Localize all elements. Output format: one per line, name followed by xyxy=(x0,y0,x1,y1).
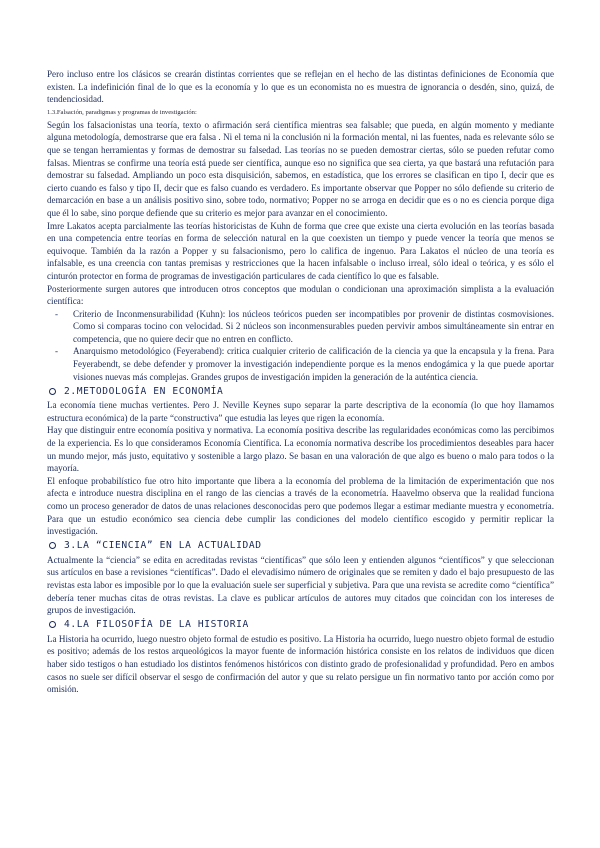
autores-paragraph: Posteriormente surgen autores que introducen otros conceptos que modulan o condicionan una aproximación simplista a la evaluación científica: xyxy=(47,283,554,307)
bullet-text: Criterio de Inconmensurabilidad (Kuhn): los núcleos teóricos pueden ser incompatibles por provenir de distintas cosmovisiones. Como si comparas tocino con velocidad. Si 2 núcleos son inconmensurables pueden pervivir ambos simultáneamente sin entrar en competencia, que no quiere decir que no entren en conflicto. xyxy=(73,308,554,344)
circle-bullet-icon xyxy=(49,621,56,628)
bullet-dash: - xyxy=(55,308,59,319)
circle-bullet-icon xyxy=(49,542,56,549)
falsacionismo-paragraph: Según los falsacionistas una teoría, texto o afirmación será científica mientras sea falsable; que pueda, en algún momento y mediante alguna metodología, demostrarse que era falsa . Ni el tema ni la conclusión ni la formación mental, ni las fuentes, nada es relevante sólo se que se tengan herramientas y formas de demostrar su falsedad. Las teorías no se pueden demostrar ciertas, sólo se pueden refutar como falsas. Mientras se confirme una teoría está puede ser científica, aunque eso no significa que sea cierta, ya que bastará una refutación para demostrar su falsedad. Ampliando un poco esta disquisición, sabemos, en estadística, que los errores se clasifican en tipo I, decir que es cierto cuando es falso y tipo II, decir que es falso cuando es verdadero. Es importante observar que Popper no sólo defiende su criterio de demarcación en base a un análisis positivo sino, sobre todo, normativo; Popper no se arroga en decidir que es o no es ciencia porque diga que él lo sabe, sino porque defiende que su criterio es mejor para avanzar en el conocimiento. xyxy=(47,119,554,218)
bullet-dash: - xyxy=(55,346,59,357)
s3-paragraph-1: Actualmente la “ciencia” se edita en acreditadas revistas “científicas” que sólo leen y entienden algunos “científicos” y que seleccionan sus artículos en base a revisiones “científicas”. Dado el elevadísimo número de originales que se remiten y dado el bajo presupuesto de las revistas esta labor es imposible por lo que la evaluación suele ser superficial y subjetiva. Para que una revista se acredite como “científica” debería tener muchas citas de otras revistas. La clave es publicar artículos de autores muy citados que coincidan con los intereses de grupos de investigación. xyxy=(47,554,554,616)
lakatos-paragraph: Imre Lakatos acepta parcialmente las teorías historicistas de Kuhn de forma que cree que existe una cierta evolución en las teorías basada en una competencia entre teorías en forma de selección natural en la que coexisten un tiempo y puede vencer la teoría que menos se equivoque. También da la razón a Popper y su falsacionismo, pero lo califica de ingenuo. Para Lakatos el núcleo de una teoría es infalsable, es una creencia con tantas premisas y restricciones que la hacen infalsable o incluso irreal, sólo ideal o teórica, y es sólo el cinturón protector en forma de programas de investigación particulares de cada científico lo que es falsable. xyxy=(47,220,554,281)
s4-paragraph-1: La Historia ha ocurrido, luego nuestro objeto formal de estudio es positivo. La Historia ha ocurrido, luego nuestro objeto formal de estudio es positivo; además de los restos arqueológicos la mayor fuente de información histórica consiste en los relatos de individuos que dicen haber sido testigos o han estudiado los distintos fenómenos históricos con distinto grado de profesionalidad y profundidad. Pero en ambos casos no suele ser difícil observar el sesgo de confirmación del autor y que su relato persigue un fin normativo tanto por acción como por omisión. xyxy=(47,633,554,695)
circle-bullet-icon xyxy=(49,388,56,395)
section-title: 2.METODOLOGÍA EN ECONOMÍA xyxy=(64,385,224,397)
section-heading-3 xyxy=(47,539,554,553)
intro-paragraph: Pero incluso entre los clásicos se crearán distintas corrientes que se reflejan en el hecho de las distintas definiciones de Economía que existen. La indefinición final de lo que es la economía y lo que es un economista no es muestra de ignorancia o desdén, sino, quizá, de tendenciosidad. xyxy=(47,69,554,105)
bullet-item-feyerabend xyxy=(51,345,554,383)
section-title: 4.LA FILOSOFÍA DE LA HISTORIA xyxy=(64,619,249,631)
section-heading-2 xyxy=(47,384,554,398)
bullet-text: Anarquismo metodológico (Feyerabend): critica cualquier criterio de calificación de la ciencia ya que la encapsula y la frena. Para Feyerabendt, se debe defender y promover la investigación independiente porque es la menos endogámica y la que puede aportar visiones nuevas más complejas. Grandes grupos de investigación impiden la generación de la auténtica ciencia. xyxy=(73,346,554,382)
bullet-list xyxy=(47,308,554,384)
section-title: 3.LA “CIENCIA” EN LA ACTUALIDAD xyxy=(64,540,262,552)
s2-paragraph-1: La economía tiene muchas vertientes. Pero J. Neville Keynes supo separar la parte descriptiva de la economía (lo que hoy llamamos estructura económica) de la parte “constructiva” que estudia las leyes que rigen la economía. xyxy=(47,400,554,423)
s2-paragraph-2: Hay que distinguir entre economía positiva y normativa. La economía positiva describe las regularidades económicas como las percibimos de la experiencia. Es lo que consideramos Economía Científica. La economía normativa describe los procedimientos deseables para hacer un mundo mejor, más justo, equitativo y sostenible a largo plazo. Se basan en una valoración de que algo es bueno o malo para todos o la mayoría. xyxy=(47,425,554,474)
subheading-falsacion: 1.3.Falsación, paradigmas y programas de investigación: xyxy=(47,108,197,116)
bullet-item-kuhn xyxy=(51,308,554,346)
section-heading-4 xyxy=(47,618,554,632)
s2-paragraph-3: El enfoque probabilístico fue otro hito importante que libera a la economía del problema de la limitación de experimentación que nos afecta e introduce nuestra disciplina en el rango de las ciencias a través de la econometría. Haavelmo observa que la realidad funciona como un proceso generador de datos de unas relaciones desconocidas pero que podemos llegar a estimar mediante muestra y econometría. Para que un estudio económico sea ciencia debe cumplir las condiciones del modelo científico escogido y permitir replicar la investigación. xyxy=(47,475,554,537)
